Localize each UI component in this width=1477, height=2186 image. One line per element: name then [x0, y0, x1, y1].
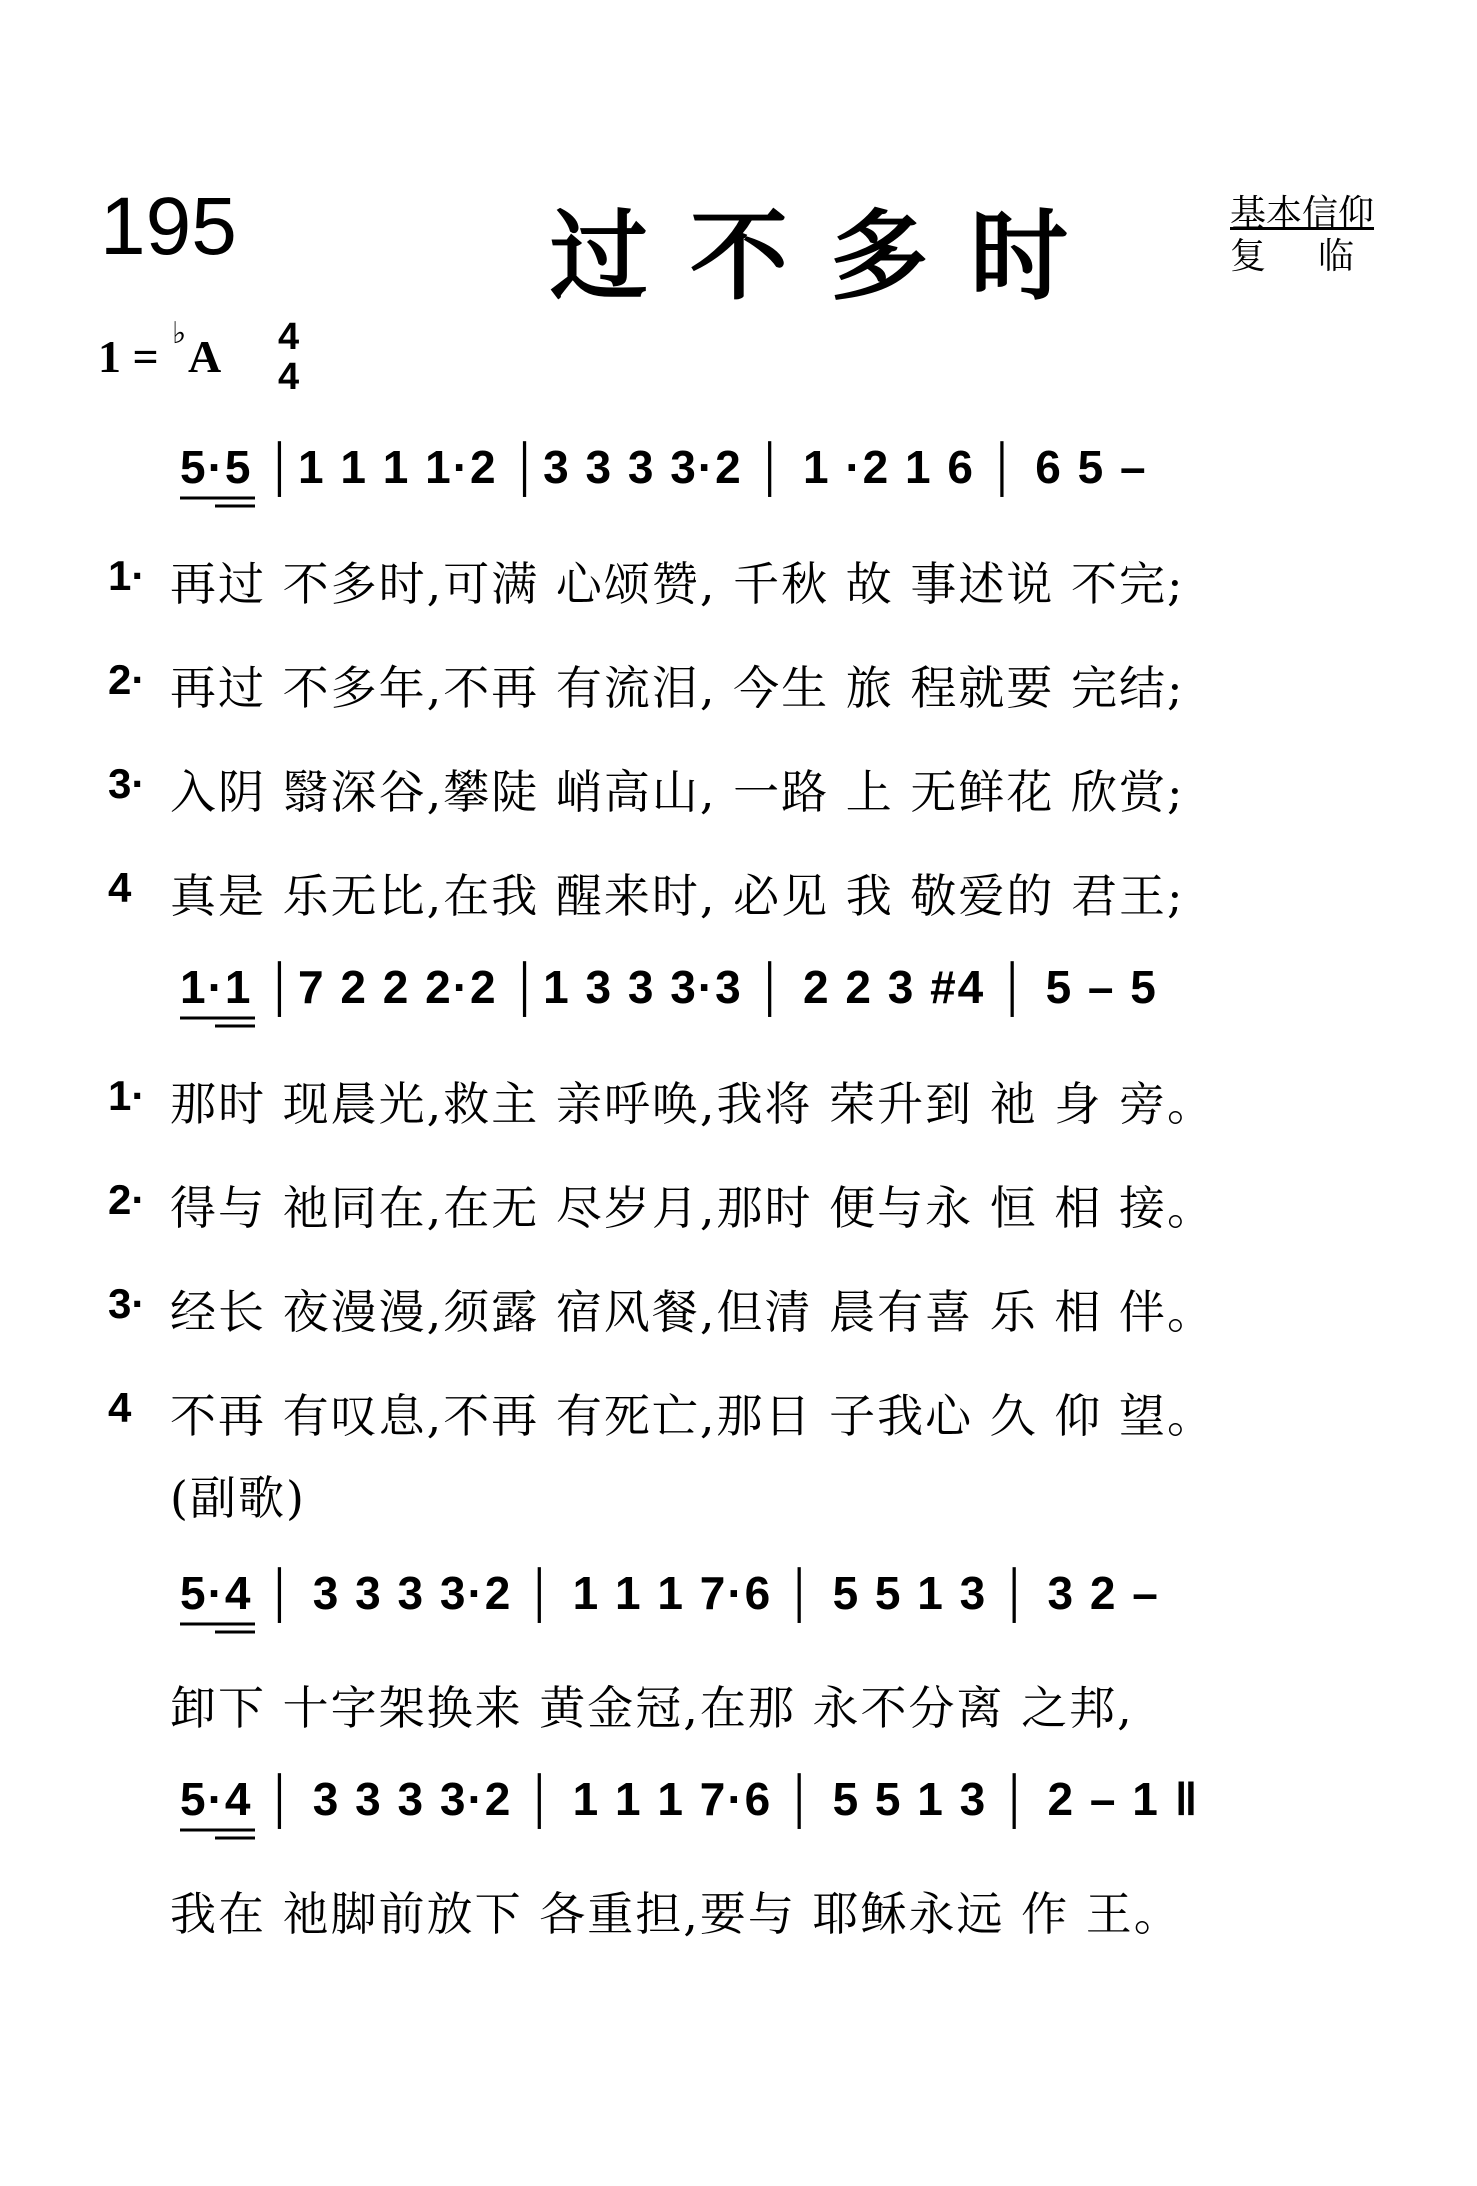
- lyric-line: 不再 有叹息,不再 有死亡,那日 子我心 久 仰 望。: [170, 1389, 1215, 1443]
- lyric-line: 真是 乐无比,在我 醒来时, 必见 我 敬爱的 君王;: [170, 869, 1185, 923]
- lyric-line: 得与 祂同在,在无 尽岁月,那时 便与永 恒 相 接。: [170, 1181, 1215, 1235]
- notation-line: 1·1 │7 2 2 2·2 │1 3 3 3·3 │ 2 2 3 #4 │ 5 – 5: [180, 961, 1158, 1013]
- verse-number: 4: [108, 1384, 132, 1431]
- key-signature-prefix: 1 =: [98, 331, 159, 382]
- notation-line: 5·4 │ 3 3 3 3·2 │ 1 1 1 7·6 │ 5 5 1 3 │ 2 – 1 ‖: [180, 1773, 1200, 1825]
- lyric-line: 入阴 翳深谷,攀陡 峭高山, 一路 上 无鲜花 欣赏;: [170, 765, 1185, 819]
- chorus-label: (副歌): [170, 1471, 306, 1525]
- subcategory-label: 复临: [1230, 236, 1407, 277]
- verse-number: 2·: [108, 656, 146, 703]
- verse-number: 3·: [108, 760, 146, 807]
- lyric-line: 卸下 十字架换来 黄金冠,在那 永不分离 之邦,: [170, 1681, 1134, 1735]
- lyric-line: 经长 夜漫漫,须露 宿风餐,但清 晨有喜 乐 相 伴。: [170, 1285, 1215, 1339]
- lyric-line: 那时 现晨光,救主 亲呼唤,我将 荣升到 祂 身 旁。: [170, 1077, 1215, 1131]
- verse-number: 3·: [108, 1280, 146, 1327]
- hymn-title: 过不多时: [550, 200, 1111, 314]
- category-label: 基本信仰: [1230, 193, 1375, 234]
- verse-number: 1·: [108, 1072, 146, 1119]
- flat-sign: ♭: [172, 316, 187, 351]
- verse-number: 1·: [108, 552, 146, 599]
- key-letter: A: [188, 331, 222, 382]
- verse-number: 4: [108, 864, 132, 911]
- notation-line: 5·4 │ 3 3 3 3·2 │ 1 1 1 7·6 │ 5 5 1 3 │ 3 2 –: [180, 1567, 1160, 1619]
- lyric-line: 我在 祂脚前放下 各重担,要与 耶稣永远 作 王。: [170, 1887, 1182, 1941]
- verse-number: 2·: [108, 1176, 146, 1223]
- hymn-number: 195: [100, 181, 237, 272]
- notation-line: 5·5 │1 1 1 1·2 │3 3 3 3·2 │ 1 ·2 1 6 │ 6 5 –: [180, 441, 1148, 493]
- time-signature-bottom: 4: [278, 356, 300, 398]
- lyric-line: 再过 不多时,可满 心颂赞, 千秋 故 事述说 不完;: [170, 557, 1185, 611]
- time-signature-top: 4: [278, 316, 300, 358]
- lyric-line: 再过 不多年,不再 有流泪, 今生 旅 程就要 完结;: [170, 661, 1185, 715]
